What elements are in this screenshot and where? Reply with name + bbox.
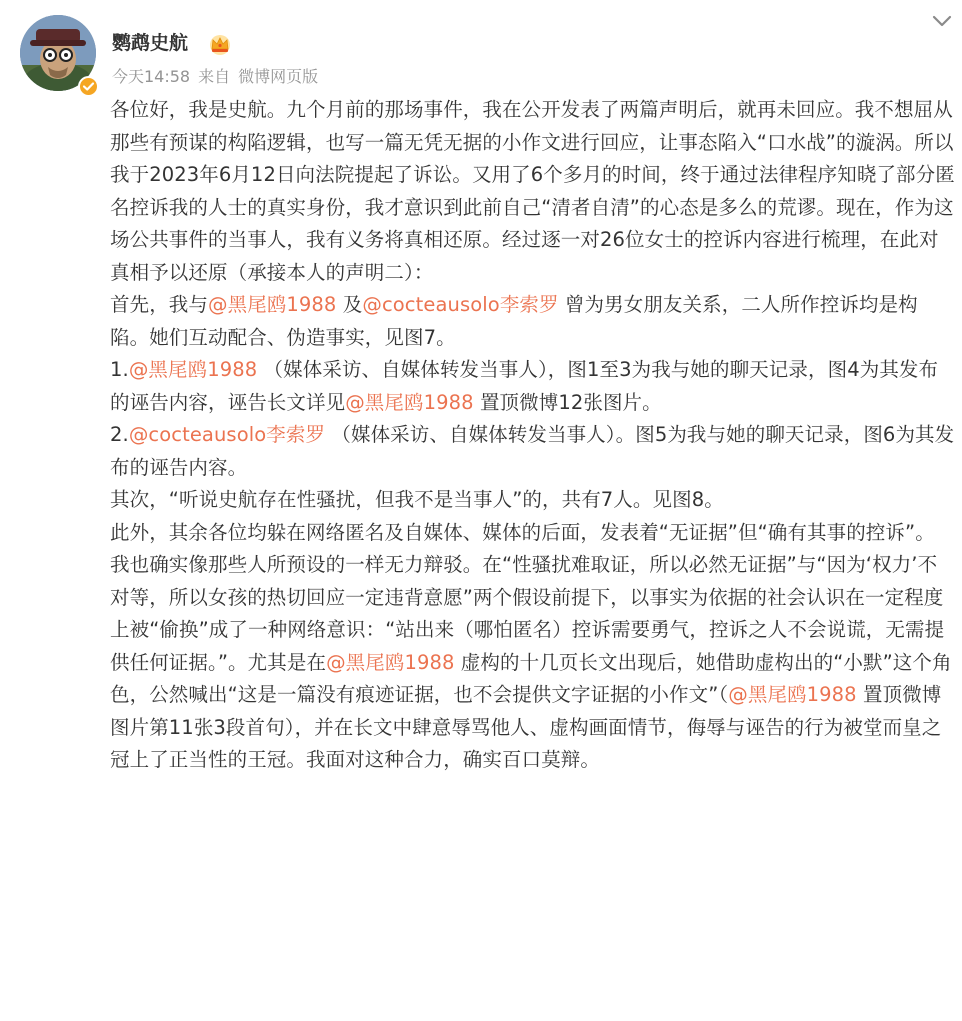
mention-link[interactable]: @cocteausolo李索罗 bbox=[128, 423, 326, 446]
text-segment: 曾为男女朋友关系，二人所作控诉均是构陷。她们互动配合、伪造事实，见图7。 bbox=[110, 293, 918, 349]
text-segment: 我也确实像那些人所预设的一样无力辩驳。在“性骚扰难取证，所以必然无证据”与“因为‘权力’不对等，所以女孩的热切回应一定违背意愿”两个假设前提下，以事实为依据的社会认识在一定程度上被“偷换”成了一种网络意识：“站出来（哪怕匿名）控诉需要勇气，控诉之人不会说谎，无需提供任何证据。”。尤其是在 bbox=[110, 553, 945, 674]
paragraph-intro: 各位好，我是史航。九个月前的那场事件，我在公开发表了两篇声明后，就再未回应。我不想屈从那些有预谋的构陷逻辑，也写一篇无凭无据的小作文进行回应，让事态陷入“口水战”的漩涡。所以我于2023年6月12日向法院提起了诉讼。又用了6个多月的时间，终于通过法律程序知晓了部分匿名控诉我的人士的真实身份，我才意识到此前自己“清者自清”的心态是多么的荒谬。现在，作为这场公共事件的当事人，我有义务将真相还原。经过逐一对26位女士的控诉内容进行梳理，在此对真相予以还原（承接本人的声明二）： bbox=[110, 98, 955, 284]
text-segment: 虚构的十几页长文出现后，她借助虚构出的“小默”这个角色，公然喊出“这是一篇没有痕迹证据，也不会提供文字证据的小作文”（ bbox=[110, 650, 952, 706]
mention-link[interactable]: @黑尾鸥1988 bbox=[208, 293, 337, 316]
post-time[interactable]: 今天14:58 bbox=[112, 67, 191, 86]
chevron-down-icon[interactable] bbox=[932, 14, 952, 28]
text-segment: 2. bbox=[110, 423, 129, 446]
mention-link[interactable]: @黑尾鸥1988 bbox=[326, 650, 455, 674]
paragraph-item-1 bbox=[110, 354, 956, 419]
text-segment: 及 bbox=[336, 293, 363, 316]
text-segment: 置顶微博图片第11张3段首句），并在长文中肆意辱骂他人、虚构画面情节，侮辱与诬告的行为被堂而皇之冠上了正当性的王冠。我面对这种合力，确实百口莫辩。 bbox=[110, 683, 942, 771]
crown-icon[interactable] bbox=[208, 33, 232, 55]
paragraph-argument bbox=[110, 549, 956, 777]
mention-link[interactable]: @黑尾鸥1988 bbox=[345, 390, 474, 414]
post-meta bbox=[112, 66, 326, 88]
paragraph-third: 此外，其余各位均躲在网络匿名及自媒体、媒体的后面，发表着“无证据”但“确有其事的控诉”。 bbox=[110, 520, 935, 544]
text-segment: （媒体采访、自媒体转发当事人），图1至3为我与她的聊天记录，图4为其发布的诬告内容，诬告长文详见 bbox=[110, 358, 939, 414]
text-segment: （媒体采访、自媒体转发当事人）。图5为我与她的聊天记录，图6为其发布的诬告内容。 bbox=[110, 423, 955, 479]
username[interactable]: 鹦鹉史航 bbox=[112, 32, 189, 54]
post-source[interactable]: 微博网页版 bbox=[238, 67, 319, 86]
mention-link[interactable]: @黑尾鸥1988 bbox=[728, 683, 857, 706]
text-segment: 置顶微博12张图片。 bbox=[473, 390, 662, 414]
paragraph-first bbox=[110, 289, 956, 354]
paragraph-second: 其次，“听说史航存在性骚扰，但我不是当事人”的，共有7人。见图8。 bbox=[110, 488, 724, 511]
verified-badge-icon bbox=[78, 76, 99, 97]
paragraph-item-2 bbox=[110, 419, 956, 484]
mention-link[interactable]: @cocteausolo李索罗 bbox=[362, 293, 559, 316]
mention-link[interactable]: @黑尾鸥1988 bbox=[128, 358, 258, 381]
text-segment: 1. bbox=[110, 358, 129, 381]
source-prefix: 来自 bbox=[198, 67, 231, 86]
post-content bbox=[110, 94, 956, 777]
text-segment: 首先，我与 bbox=[110, 293, 209, 316]
